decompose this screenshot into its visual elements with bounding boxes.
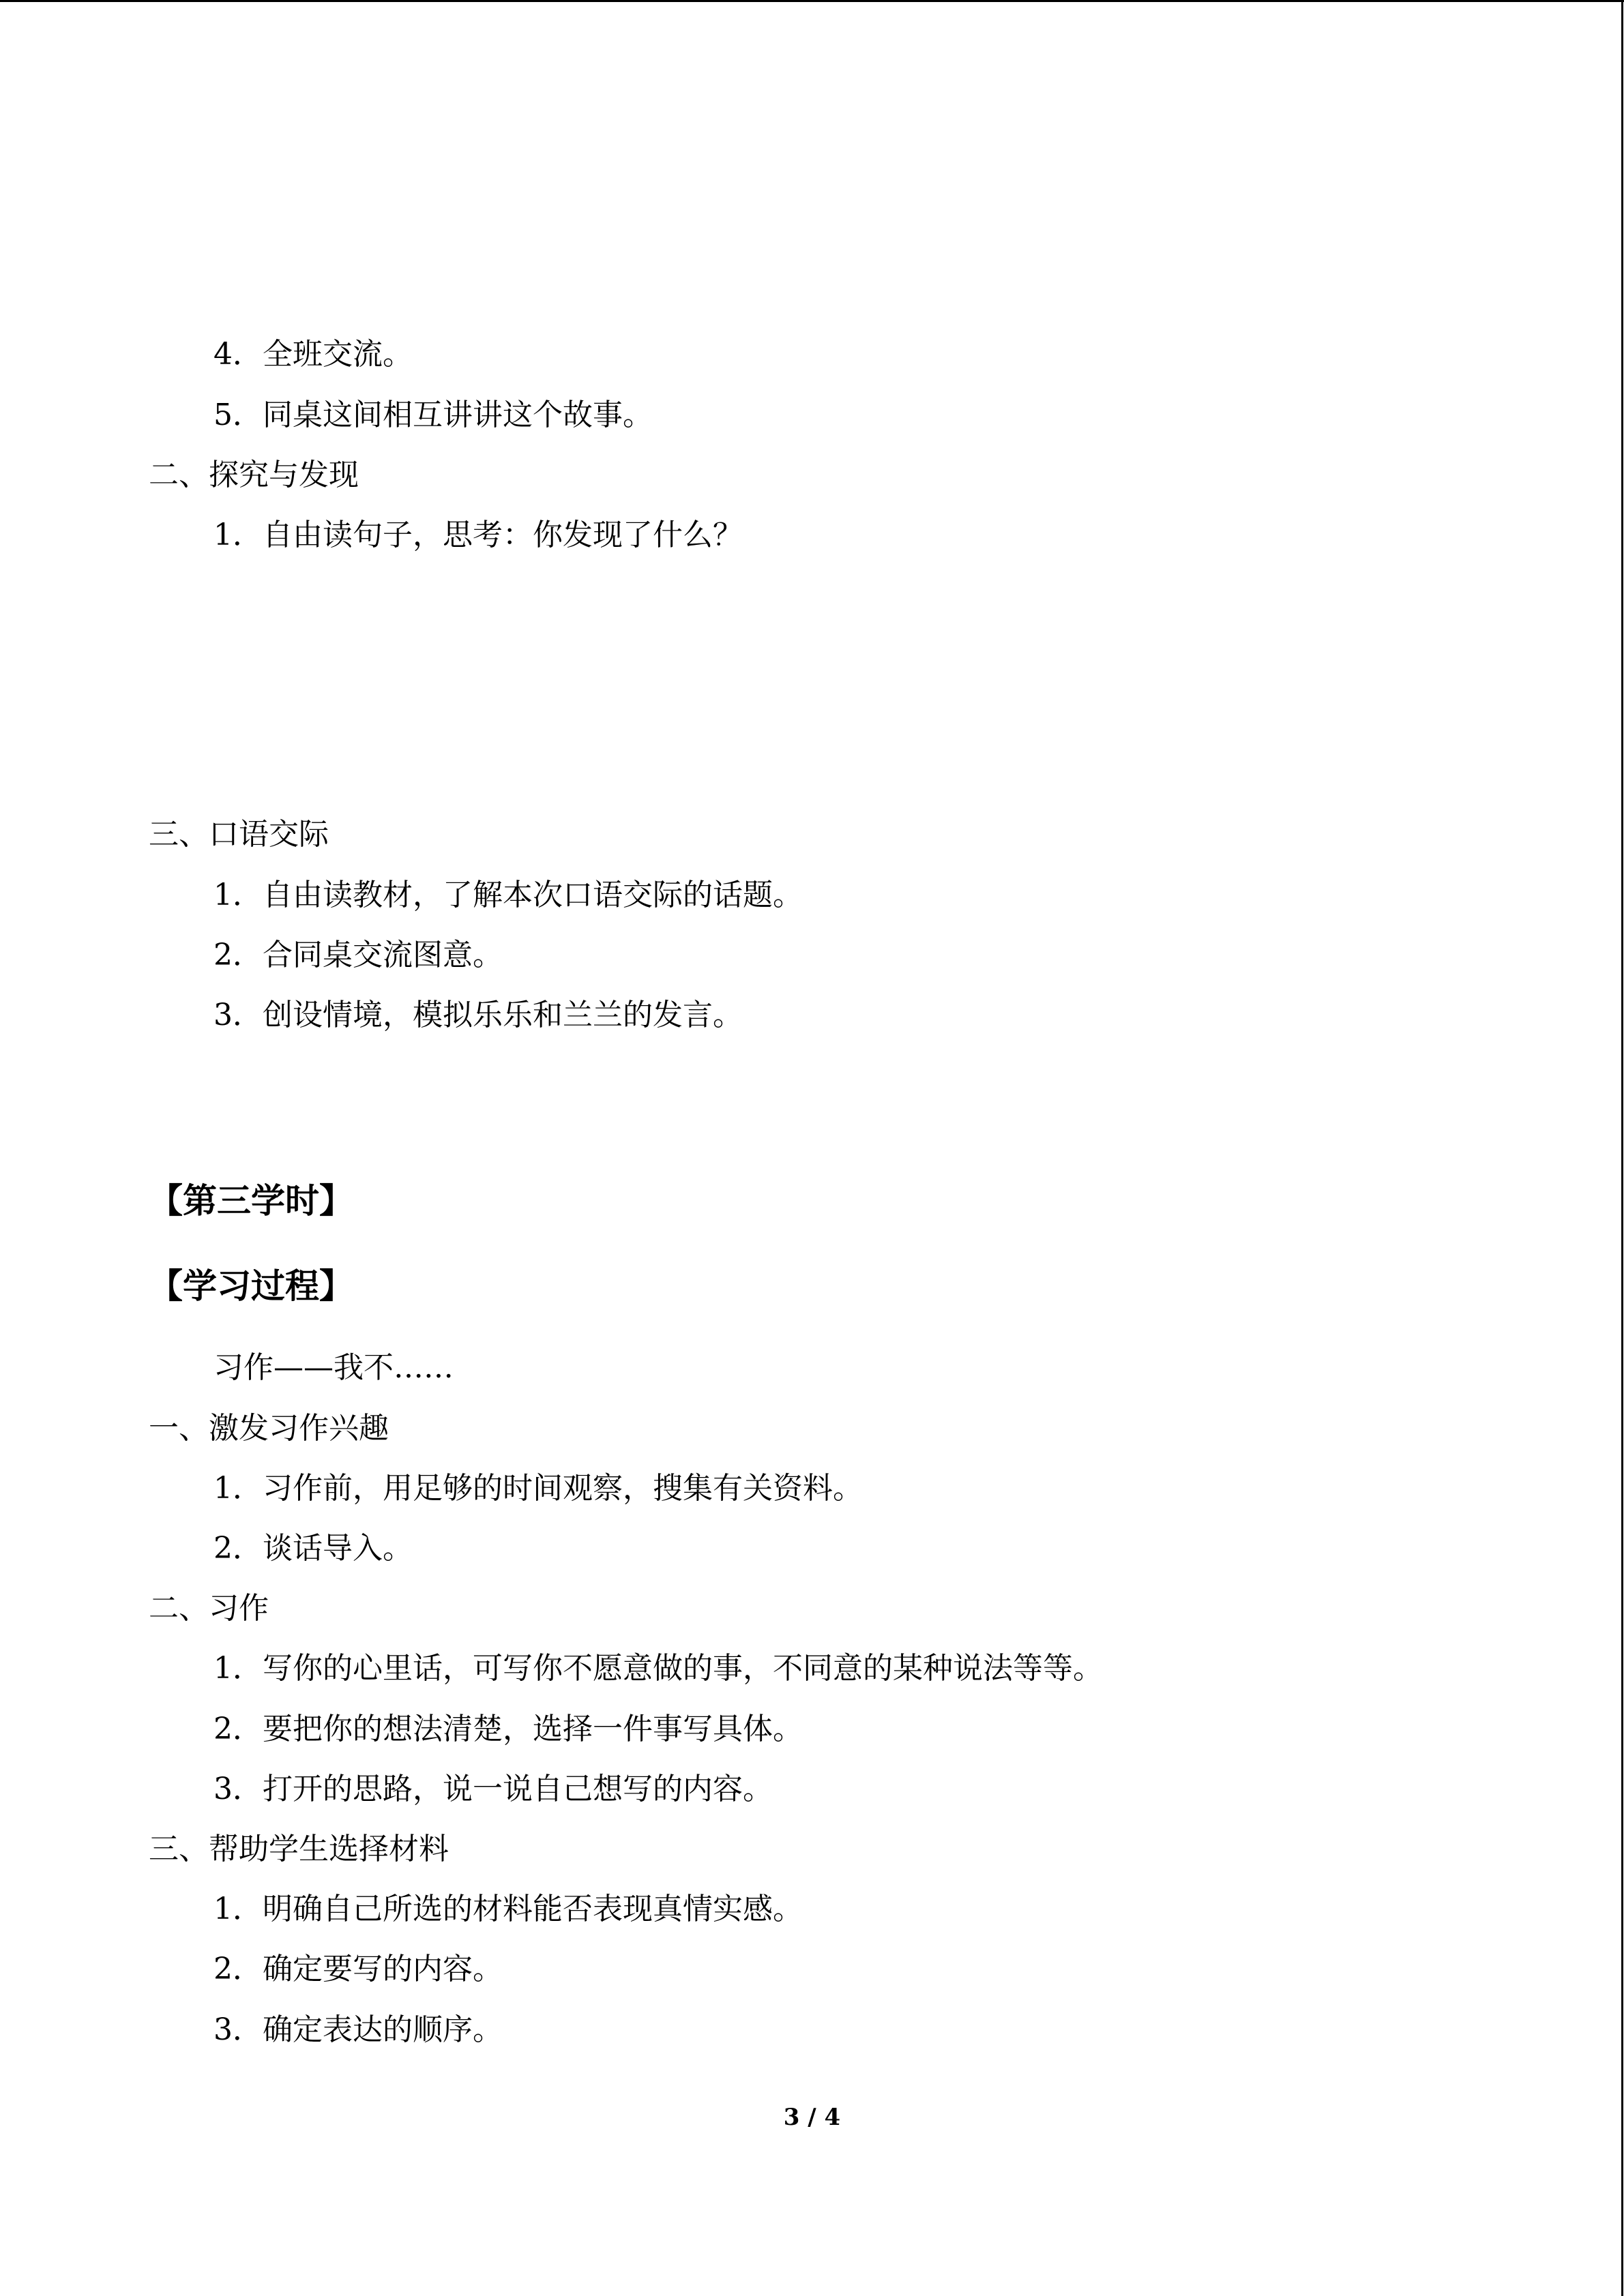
list-item: 3．创设情境，模拟乐乐和兰兰的发言。 — [213, 998, 743, 1032]
lesson-heading: 【第三学时】 — [149, 1180, 353, 1221]
list-item: 3．确定表达的顺序。 — [213, 2012, 503, 2047]
list-item: 1．自由读句子，思考：你发现了什么？ — [213, 518, 743, 552]
list-item: 1．写你的心里话，可写你不愿意做的事，不同意的某种说法等等。 — [213, 1651, 1103, 1686]
list-item: 3．打开的思路，说一说自己想写的内容。 — [213, 1772, 773, 1806]
section-heading: 一、激发习作兴趣 — [149, 1411, 389, 1446]
section-heading: 二、习作 — [149, 1591, 269, 1626]
section-heading: 三、帮助学生选择材料 — [149, 1832, 449, 1866]
top-border-line — [0, 0, 1624, 2]
page-number: 3 / 4 — [783, 2104, 841, 2131]
process-heading: 【学习过程】 — [149, 1266, 353, 1306]
list-item: 2．要把你的想法清楚，选择一件事写具体。 — [213, 1712, 803, 1746]
topic-line: 习作——我不…… — [213, 1350, 454, 1385]
list-item: 5．同桌这间相互讲讲这个故事。 — [213, 398, 653, 432]
list-item: 1．明确自己所选的材料能否表现真情实感。 — [213, 1892, 803, 1926]
list-item: 1．习作前，用足够的时间观察，搜集有关资料。 — [213, 1471, 863, 1506]
list-item: 1．自由读教材，了解本次口语交际的话题。 — [213, 878, 803, 912]
section-heading: 二、探究与发现 — [149, 458, 359, 492]
list-item: 2．确定要写的内容。 — [213, 1952, 503, 1986]
section-heading: 三、口语交际 — [149, 817, 329, 852]
list-item: 2．合同桌交流图意。 — [213, 938, 503, 972]
right-border-line — [1621, 0, 1623, 2296]
list-item: 2．谈话导入。 — [213, 1531, 413, 1566]
list-item: 4．全班交流。 — [213, 337, 413, 372]
